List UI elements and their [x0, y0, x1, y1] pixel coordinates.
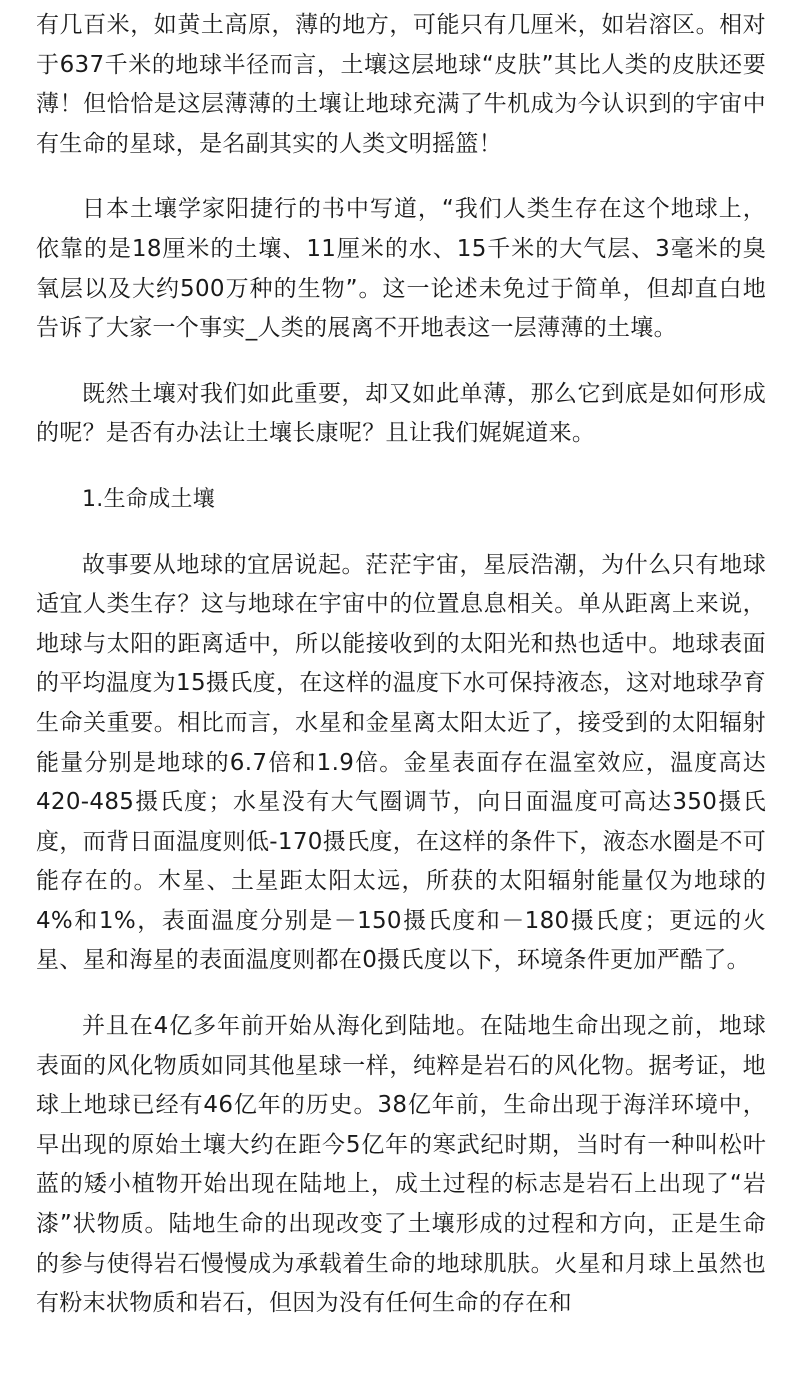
paragraph-quote: 日本土壤学家阳捷行的书中写道，“我们人类生存在这个地球上，依靠的是18厘米的土壤、11厘米的水、15千米的大气层、3毫米的臭氧层以及大约500万种的生物”。这一论述未免过于简单，但却直白地告诉了大家一个事实_人类的展离不开地表这一层薄薄的土壤。	[36, 196, 766, 342]
paragraph-question: 既然土壤对我们如此重要，却又如此单薄，那么它到底是如何形成的呢？是否有办法让土壤长康呢？且让我们娓娓道来。	[36, 380, 766, 447]
paragraph-gap	[36, 349, 766, 375]
paragraph-soil-thickness: 有几百米，如黄土高原，薄的地方，可能只有几厘米，如岩溶区。相对于637千米的地球半径而言，土壤这层地球“皮肤”其比人类的皮肤还要薄！但恰恰是这层薄薄的土壤让地球充满了牛机成为今认识到的宇宙中有生命的星球，是名副其实的人类文明摇篮！	[36, 12, 766, 157]
paragraph-gap	[36, 164, 766, 190]
paragraph-gap	[36, 454, 766, 480]
paragraph-gap	[36, 520, 766, 546]
section-heading: 1.生命成土壤	[82, 486, 216, 512]
article-body	[36, 0, 766, 1324]
paragraph-gap	[36, 981, 766, 1007]
paragraph-habitable-earth: 故事要从地球的宜居说起。茫茫宇宙，星辰浩潮，为什么只有地球适宜人类生存？这与地球在宇宙中的位置息息相关。单从距离上来说，地球与太阳的距离适中，所以能接收到的太阳光和热也适中。地球表面的平均温度为15摄氏度，在这样的温度下水可保持液态，这对地球孕育生命关重要。相比而言，水星和金星离太阳太近了，接受到的太阳辐射能量分别是地球的6.7倍和1.9倍。金星表面存在温室效应，温度高达420-485摄氏度；水星没有大气圈调节，向日面温度可高达350摄氏度，而背日面温度则低-170摄氏度，在这样的条件下，液态水圈是不可能存在的。木星、土星距太阳太远，所获的太阳辐射能量仅为地球的4%和1%，表面温度分别是－150摄氏度和－180摄氏度；更远的火星、星和海星的表面温度则都在0摄氏度以下，环境条件更加严酷了。	[36, 551, 766, 974]
paragraph-soil-origin: 并且在4亿多年前开始从海化到陆地。在陆地生命出现之前，地球表面的风化物质如同其他星球一样，纯粹是岩石的风化物。据考证，地球上地球已经有46亿年的历史。38亿年前，生命出现于海洋环境中，早出现的原始土壤大约在距今5亿年的寒武纪时期，当时有一种叫松叶蓝的矮小植物开始出现在陆地上，成土过程的标志是岩石上出现了“岩漆”状物质。陆地生命的出现改变了土壤形成的过程和方向，正是生命的参与使得岩石慢慢成为承载着生命的地球肌肤。火星和月球上虽然也有粉末状物质和岩石，但因为没有任何生命的存在和	[36, 1013, 766, 1317]
